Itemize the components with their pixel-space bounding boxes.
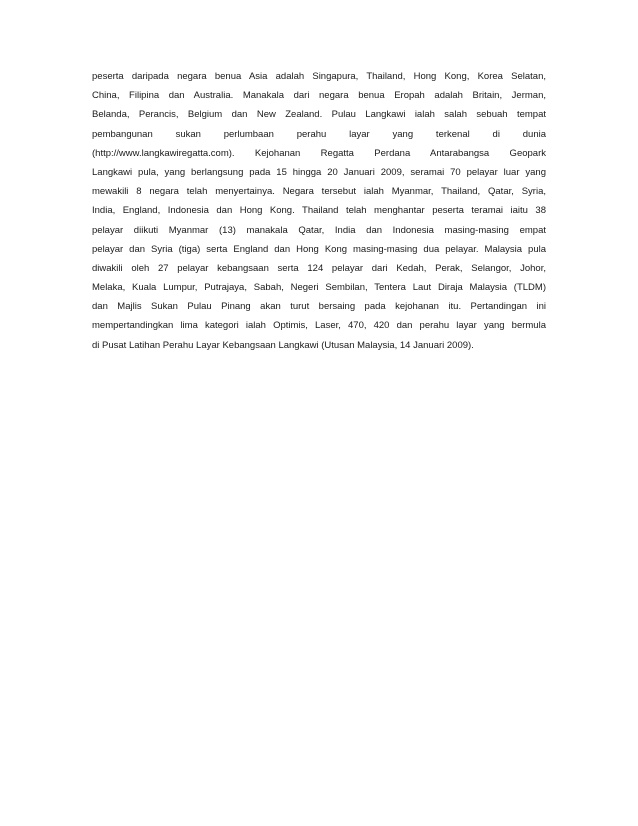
paragraph-line-1: peserta daripada negara benua Asia adalah Singapura, Thailand, Hong Kong, Korea Selatan, [92, 71, 546, 82]
paragraph-line-8: India, England, Indonesia dan Hong Kong. Thailand telah menghantar peserta teramai iaitu 38 [92, 205, 546, 217]
paragraph-line-5: (http://www.langkawiregatta.com). Kejohanan Regatta Perdana Antarabangsa Geopark [92, 147, 546, 159]
paragraph-line-13: dan Majlis Sukan Pulau Pinang akan turut bersaing pada kejohanan itu. Pertandingan ini [92, 301, 546, 313]
paragraph-line-6: Langkawi pula, yang berlangsung pada 15 hingga 20 Januari 2009, seramai 70 pelayar luar yang [92, 166, 546, 178]
paragraph-line-12: Melaka, Kuala Lumpur, Putrajaya, Sabah, Negeri Sembilan, Tentera Laut Diraja Malaysia (TLDM) [92, 282, 546, 294]
paragraph-line-2: China, Filipina dan Australia. Manakala dari negara benua Eropah adalah Britain, Jerman, [92, 90, 546, 102]
paragraph-line-4: pembangunan sukan perlumbaan perahu layar yang terkenal di dunia [92, 128, 546, 140]
paragraph-line-15: di Pusat Latihan Perahu Layar Kebangsaan Langkawi (Utusan Malaysia, 14 Januari 2009). [92, 339, 474, 351]
body-paragraph [92, 67, 546, 355]
paragraph-line-11: diwakili oleh 27 pelayar kebangsaan serta 124 pelayar dari Kedah, Perak, Selangor, Johor, [92, 262, 546, 274]
paragraph-line-3: Belanda, Perancis, Belgium dan New Zealand. Pulau Langkawi ialah salah sebuah tempat [92, 109, 546, 121]
paragraph-line-9: pelayar diikuti Myanmar (13) manakala Qatar, India dan Indonesia masing-masing empat [92, 224, 546, 236]
paragraph-line-10: pelayar dan Syria (tiga) serta England dan Hong Kong masing-masing dua pelayar. Malaysia pula [92, 243, 546, 255]
paragraph-line-14: mempertandingkan lima kategori ialah Optimis, Laser, 470, 420 dan perahu layar yang bermula [92, 320, 546, 332]
paragraph-line-7: mewakili 8 negara telah menyertainya. Negara tersebut ialah Myanmar, Thailand, Qatar, Syria, [92, 186, 546, 198]
